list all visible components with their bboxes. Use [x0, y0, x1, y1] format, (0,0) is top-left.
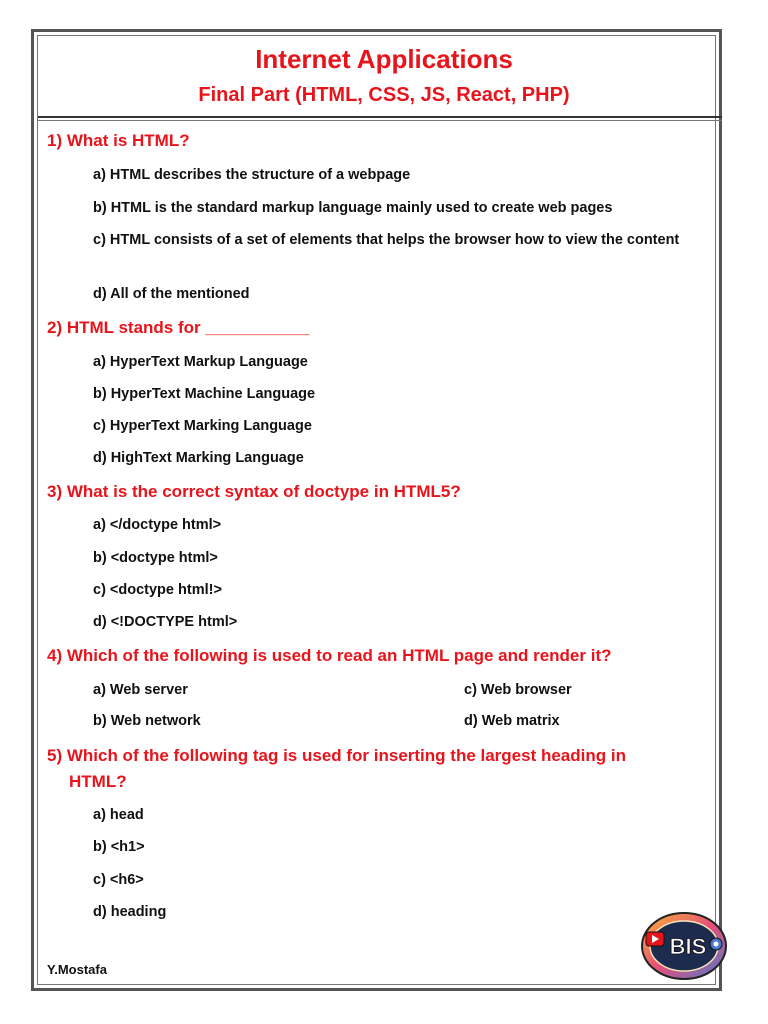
question-4-option-d: d) Web matrix — [464, 713, 560, 729]
question-1-option-d: d) All of the mentioned — [93, 286, 250, 302]
question-3: 3) What is the correct syntax of doctype in HTML5? — [47, 482, 461, 501]
question-1-option-a: a) HTML describes the structure of a webpage — [93, 167, 411, 183]
question-4-option-c: c) Web browser — [464, 682, 572, 698]
header-divider-thin — [38, 120, 722, 121]
question-1: 1) What is HTML? — [47, 131, 190, 150]
question-5-option-a: a) head — [93, 807, 144, 823]
question-2-option-a: a) HyperText Markup Language — [93, 354, 308, 370]
question-1-option-c: c) HTML consists of a set of elements that helps the browser how to view the content — [93, 232, 680, 248]
page-title: Internet Applications — [255, 44, 513, 74]
question-4-option-b: b) Web network — [93, 713, 201, 729]
question-3-option-c: c) <doctype html!> — [93, 582, 222, 598]
question-3-option-b: b) <doctype html> — [93, 550, 218, 566]
page-subtitle: Final Part (HTML, CSS, JS, React, PHP) — [198, 84, 570, 106]
question-2-option-d: d) HighText Marking Language — [93, 450, 304, 466]
question-4-option-a: a) Web server — [93, 682, 188, 698]
question-4: 4) Which of the following is used to read an HTML page and render it? — [47, 646, 612, 665]
question-5: 5) Which of the following tag is used for inserting the largest heading in HTML? — [47, 746, 626, 791]
question-3-option-a: a) </doctype html> — [93, 517, 222, 533]
question-2-option-b: b) HyperText Machine Language — [93, 386, 316, 402]
header-divider — [38, 116, 722, 118]
question-3-option-d: d) <!DOCTYPE html> — [93, 614, 238, 630]
question-5-option-c: c) <h6> — [93, 872, 144, 888]
bis-logo — [638, 910, 730, 982]
question-5-option-d: d) heading — [93, 904, 167, 920]
question-2-option-c: c) HyperText Marking Language — [93, 418, 312, 434]
logo-text: BIS — [669, 934, 707, 959]
question-1-option-b: b) HTML is the standard markup language mainly used to create web pages — [93, 200, 613, 216]
author-name: Y.Mostafa — [47, 962, 107, 977]
question-5-option-b: b) <h1> — [93, 839, 145, 855]
question-2: 2) HTML stands for ___________ — [47, 318, 310, 337]
